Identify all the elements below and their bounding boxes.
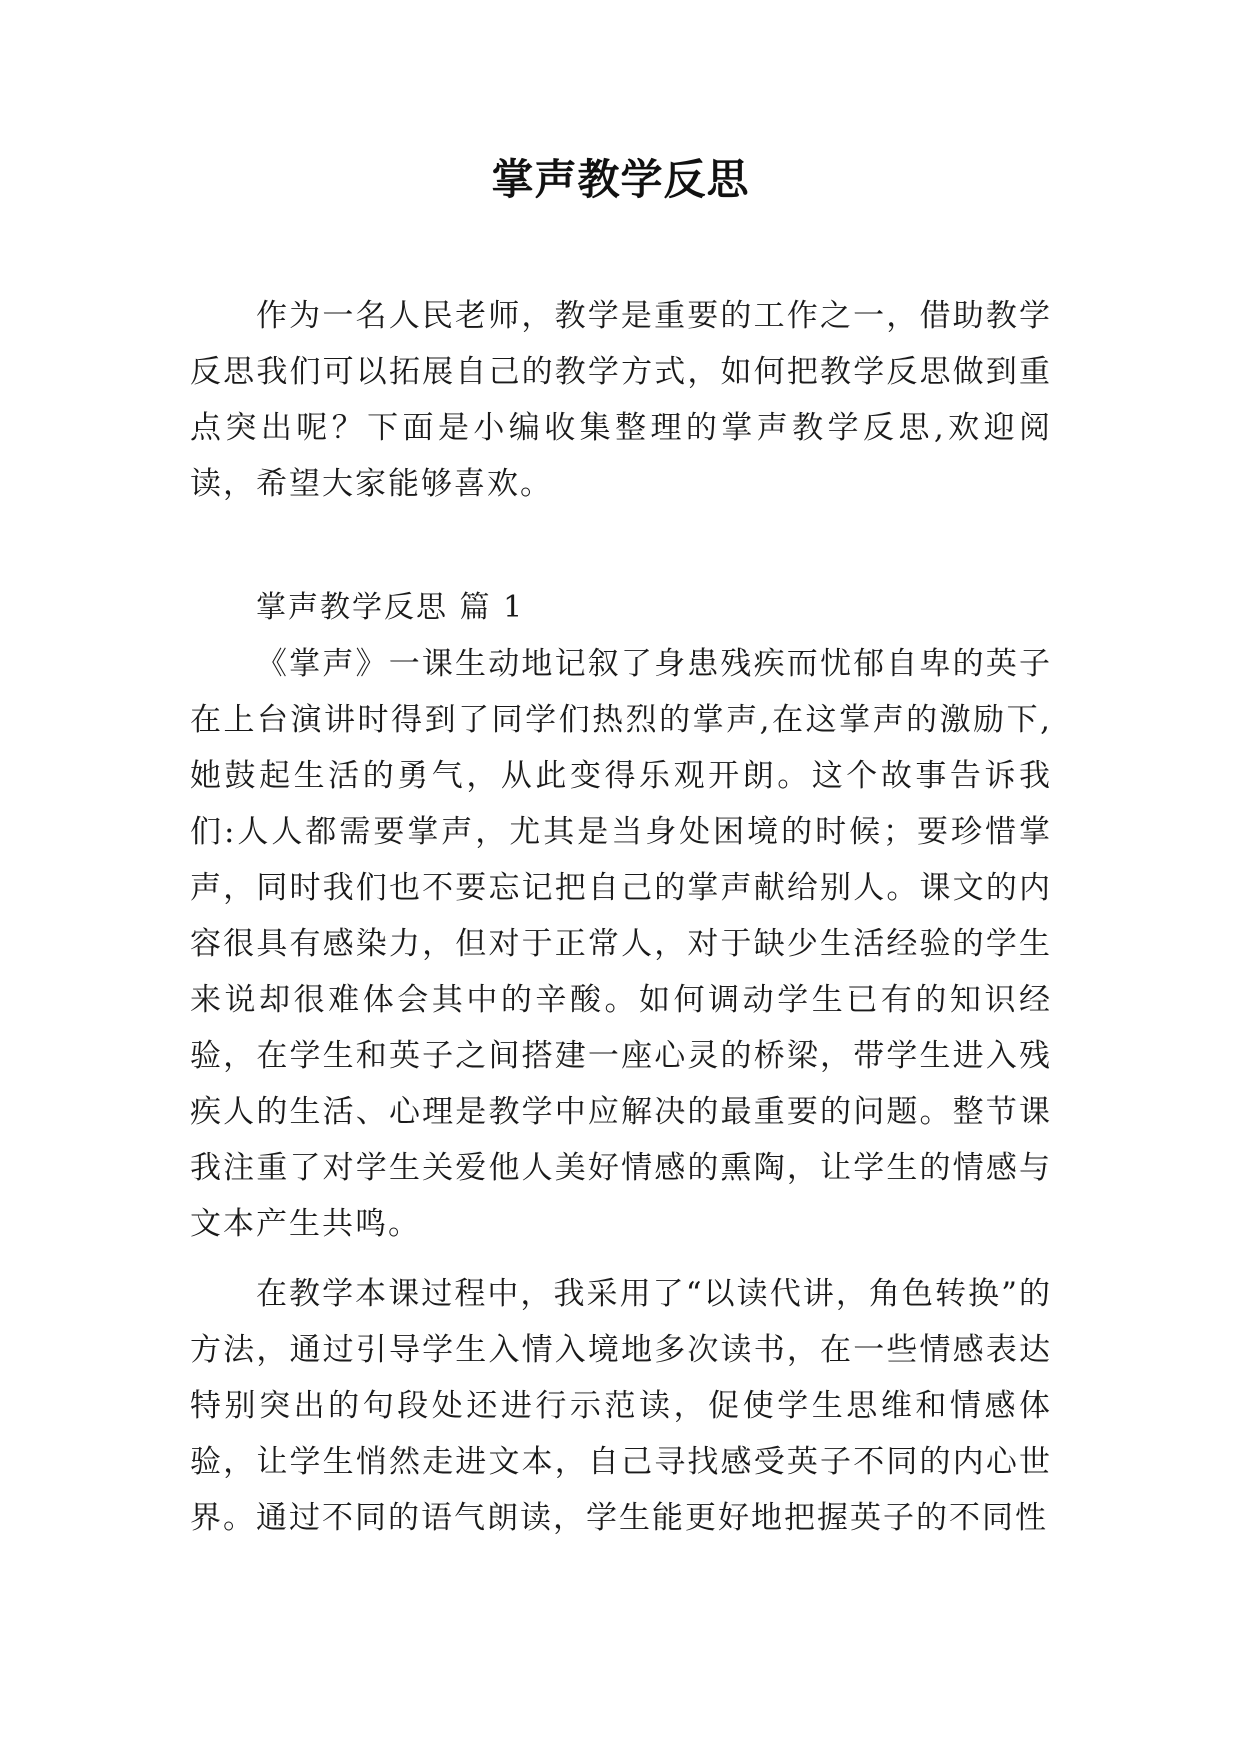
intro-paragraph: 作为一名人民老师，教学是重要的工作之一，借助教学反思我们可以拓展自己的教学方式，如何把教学反思做到重点突出呢？下面是小编收集整理的掌声教学反思,欢迎阅读，希望大家能够喜欢。 (190, 298, 1052, 502)
section-heading: 掌声教学反思 篇 1 (256, 590, 525, 625)
body-paragraph: 在教学本课过程中，我采用了“以读代讲，角色转换”的方法，通过引导学生入情入境地多次读书，在一些情感表达特别突出的句段处还进行示范读，促使学生思维和情感体验，让学生悄然走进文本，自己寻找感受英子不同的内心世界。通过不同的语气朗读，学生能更好地把握英子的不同性 (190, 1276, 1052, 1536)
document-title: 掌声教学反思 (491, 155, 750, 204)
body-paragraph: 《掌声》一课生动地记叙了身患残疾而忧郁自卑的英子在上台演讲时得到了同学们热烈的掌声,在这掌声的激励下,她鼓起生活的勇气，从此变得乐观开朗。这个故事告诉我们:人人都需要掌声，尤其是当身处困境的时候；要珍惜掌声，同时我们也不要忘记把自己的掌声献给别人。课文的内容很具有感染力，但对于正常人，对于缺少生活经验的学生来说却很难体会其中的辛酸。如何调动学生已有的知识经验，在学生和英子之间搭建一座心灵的桥梁，带学生进入残疾人的生活、心理是教学中应解决的最重要的问题。整节课我注重了对学生关爱他人美好情感的熏陶，让学生的情感与文本产生共鸣。 (190, 646, 1052, 1242)
